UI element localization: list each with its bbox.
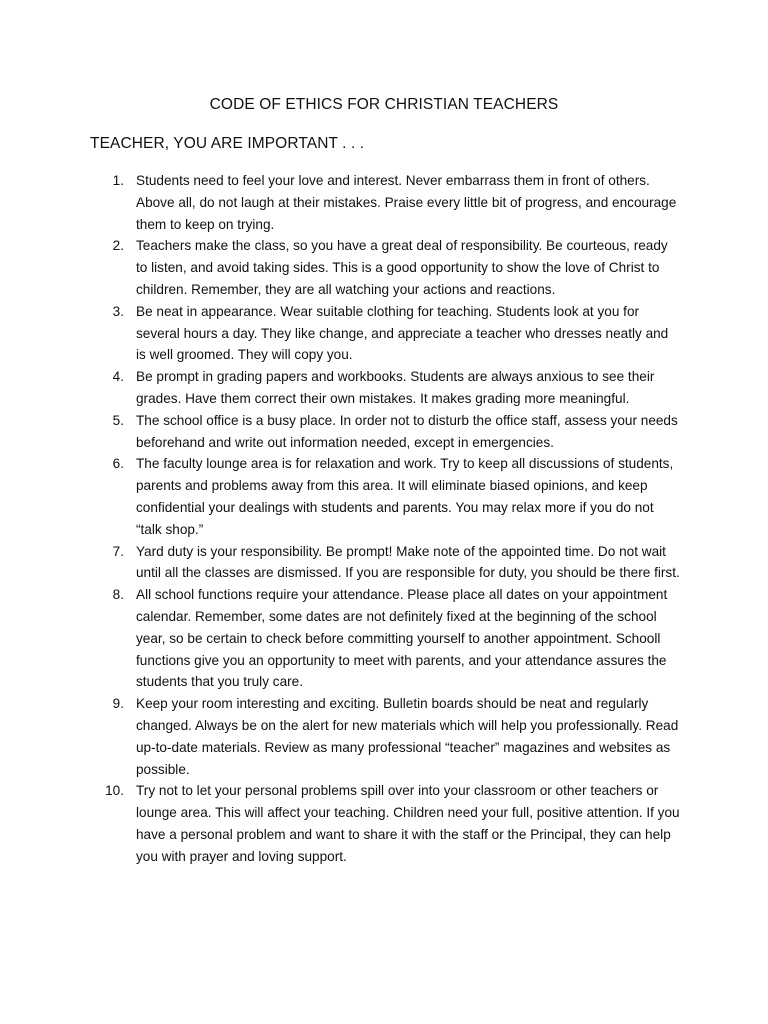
list-item-number: 7. bbox=[112, 543, 124, 559]
list-item-number: 6. bbox=[112, 456, 124, 472]
list-item bbox=[0, 301, 681, 366]
list-item-text: Students need to feel your love and interest. Never embarrass them in front of others. Above all, do not laugh at their mistakes. Praise every little bit of progress, and encourage them to keep on trying. bbox=[136, 173, 677, 232]
list-item bbox=[0, 453, 681, 540]
list-item-text: The faculty lounge area is for relaxation and work. Try to keep all discussions of students, parents and problems away from this area. It will eliminate biased opinions, and keep confidential your dealings with students and parents. You may relax more if you do not “talk shop.” bbox=[136, 456, 674, 537]
list-item bbox=[0, 584, 681, 693]
list-item-text: The school office is a busy place. In order not to disturb the office staff, assess your needs beforehand and write out information needed, except in emergencies. bbox=[136, 412, 678, 450]
list-item bbox=[0, 693, 681, 780]
list-item bbox=[0, 170, 681, 235]
document-subtitle: TEACHER, YOU ARE IMPORTANT . . . bbox=[90, 135, 365, 152]
list-item-number: 3. bbox=[112, 303, 124, 319]
rules-list bbox=[0, 170, 768, 868]
list-item-number: 10. bbox=[105, 783, 124, 799]
list-item bbox=[0, 366, 681, 410]
document-title: CODE OF ETHICS FOR CHRISTIAN TEACHERS bbox=[209, 96, 559, 113]
list-item-text: Try not to let your personal problems spill over into your classroom or other teachers or lounge area. This will affect your teaching. Children need your full, positive attention. If you have a personal problem and want to share it with the staff or the Principal, they can help you with prayer and loving support. bbox=[136, 783, 680, 864]
list-item-text: Teachers make the class, so you have a great deal of responsibility. Be courteous, ready to listen, and avoid taking sides. This is a good opportunity to show the love of Christ to children. Remember, they are all watching your actions and reactions. bbox=[136, 238, 668, 297]
list-item bbox=[0, 410, 681, 454]
list-item-number: 8. bbox=[112, 587, 124, 603]
list-item-number: 4. bbox=[112, 369, 124, 385]
list-item-number: 2. bbox=[112, 238, 124, 254]
list-item-text: Keep your room interesting and exciting. Bulletin boards should be neat and regularly changed. Always be on the alert for new materials which will help you professionally. Read up-to-date materials. Review as many professional “teacher” magazines and websites as possible. bbox=[136, 696, 679, 777]
list-item-text: All school functions require your attendance. Please place all dates on your appointment calendar. Remember, some dates are not definitely fixed at the beginning of the school year, so be certain to check before committing yourself to another appointment. Schooll functions give you an opportunity to meet with parents, and your attendance assures the students that you truly care. bbox=[136, 587, 668, 690]
list-item-text: Be prompt in grading papers and workbooks. Students are always anxious to see their grades. Have them correct their own mistakes. It makes grading more meaningful. bbox=[136, 369, 655, 406]
list-item-text: Yard duty is your responsibility. Be prompt! Make note of the appointed time. Do not wait until all the classes are dismissed. If you are responsible for duty, you should be there first. bbox=[136, 543, 680, 581]
list-item-text: Be neat in appearance. Wear suitable clothing for teaching. Students look at you for several hours a day. They like change, and appreciate a teacher who dresses neatly and is well groomed. They will copy you. bbox=[136, 303, 669, 363]
list-item bbox=[0, 235, 681, 300]
list-item bbox=[0, 541, 681, 585]
list-item bbox=[0, 780, 681, 867]
list-item-number: 9. bbox=[112, 696, 124, 712]
list-item-number: 5. bbox=[112, 412, 124, 428]
list-item-number: 1. bbox=[112, 173, 124, 188]
